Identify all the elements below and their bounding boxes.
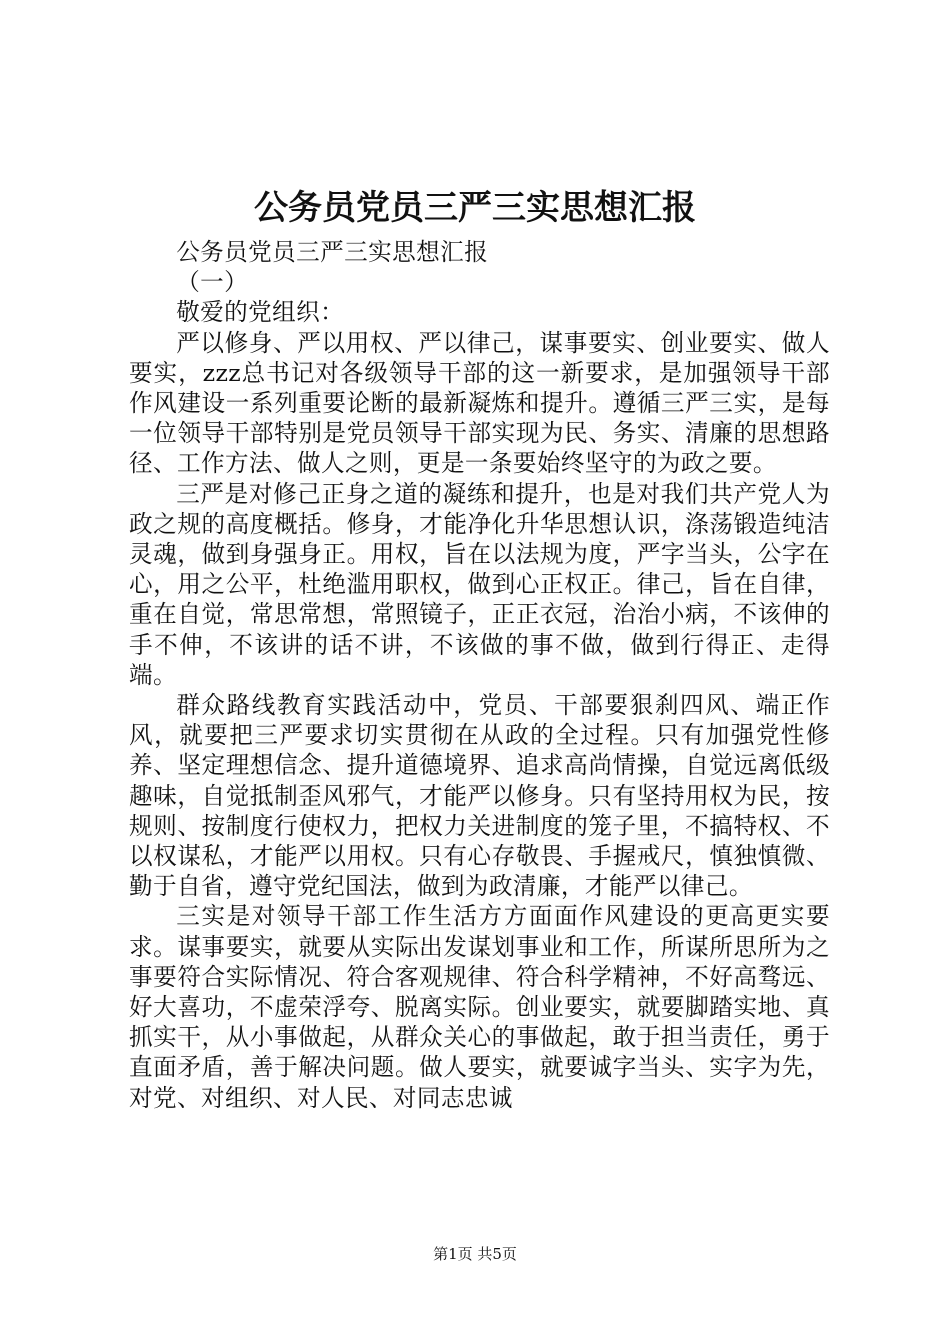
subtitle-paragraph: 公务员党员三严三实思想汇报	[176, 238, 489, 266]
page-footer: 第1页 共5页	[433, 1245, 517, 1263]
document-title: 公务员党员三严三实思想汇报	[254, 188, 696, 228]
body-paragraph: 群众路线教育实践活动中，党员、干部要狠刹四风、端正作风，就要把三严要求切实贯彻在从政的全过程。只有加强党性修养、坚定理想信念、提升道德境界、追求高尚情操，自觉远离低级趣味，自觉抵制歪风邪气，才能严以修身。只有坚持用权为民，按规则、按制度行使权力，把权力关进制度的笼子里，不搞特权、不以权谋私，才能严以用权。只有心存敬畏、手握戒尺，慎独慎微、勤于自省，遵守党纪国法，做到为政清廉，才能严以律己。	[129, 691, 830, 901]
section-number: （一）	[176, 268, 249, 297]
document-body	[129, 237, 830, 1113]
body-paragraph: 严以修身、严以用权、严以律己，谋事要实、创业要实、做人要实，zzz总书记对各级领导干部的这一新要求，是加强领导干部作风建设一系列重要论断的最新凝炼和提升。遵循三严三实，是每一位领导干部特别是党员领导干部实现为民、务实、清廉的思想路径、工作方法、做人之则，更是一条要始终坚守的为政之要。	[129, 328, 830, 478]
body-paragraph: 三严是对修己正身之道的凝练和提升，也是对我们共产党人为政之规的高度概括。修身，才能净化升华思想认识，涤荡锻造纯洁灵魂，做到身强身正。用权，旨在以法规为度，严字当头，公字在心，用之公平，杜绝滥用职权，做到心正权正。律己，旨在自律，重在自觉，常思常想，常照镜子，正正衣冠，治治小病，不该伸的手不伸，不该讲的话不讲，不该做的事不做，做到行得正、走得端。	[129, 479, 830, 689]
body-paragraph: 三实是对领导干部工作生活方方面面作风建设的更高更实要求。谋事要实，就要从实际出发谋划事业和工作，所谋所思所为之事要符合实际情况、符合客观规律、符合科学精神，不好高骛远、好大喜功，不虚荣浮夸、脱离实际。创业要实，就要脚踏实地、真抓实干，从小事做起，从群众关心的事做起，敢于担当责任，勇于直面矛盾，善于解决问题。做人要实，就要诚字当头、实字为先，对党、对组织、对人民、对同志忠诚	[129, 902, 830, 1112]
salutation: 敬爱的党组织：	[176, 298, 345, 327]
